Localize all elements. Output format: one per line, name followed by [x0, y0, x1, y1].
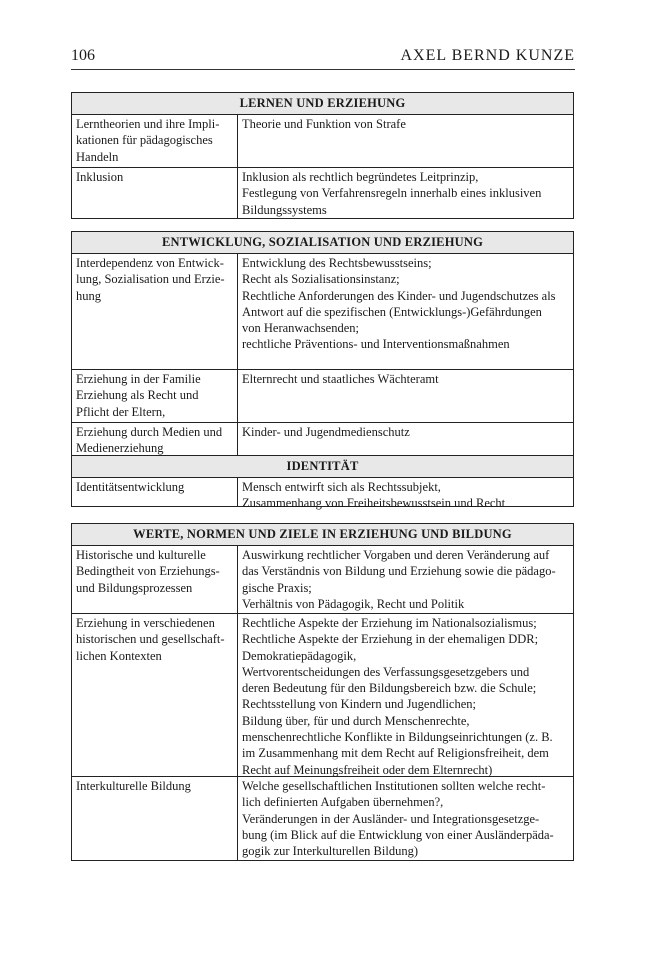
content-line: Festlegung von Verfahrensregeln innerhalb eines inklusiven	[242, 186, 542, 201]
topic-table	[71, 92, 574, 219]
page-number: 106	[71, 47, 95, 64]
row-topic: Lerntheorien und ihre Impli- kationen für pädagogisches Handeln	[72, 115, 238, 167]
content-line: Auswirkung rechtlicher Vorgaben und deren Veränderung auf	[242, 548, 550, 562]
content-line: Recht als Sozialisationsinstanz;	[242, 272, 400, 287]
topic-table	[71, 455, 574, 511]
content-line: Theorie und Funktion von Strafe	[242, 117, 406, 131]
row-topic: Identitätsentwicklung	[72, 478, 238, 506]
content-line: Antwort auf die spezifischen (Entwicklungs-)Gefährdungen	[242, 304, 542, 319]
table-row	[72, 422, 573, 458]
content-line: Bildung über, für und durch Menschenrechte,	[242, 713, 470, 728]
table-row	[72, 478, 573, 511]
content-line: menschenrechtliche Konflikte in Bildungseinrichtungen (z. B.	[242, 730, 553, 745]
table-row	[72, 369, 573, 422]
row-topic: Erziehung durch Medien und Medienerziehung	[72, 423, 238, 458]
table-row	[72, 167, 573, 218]
row-topic: Interdependenz von Entwick- lung, Sozialisation und Erzie- hung	[72, 254, 238, 369]
row-content	[238, 546, 573, 613]
content-line: Rechtliche Anforderungen des Kinder- und Jugendschutzes als	[242, 288, 556, 303]
content-line: Kinder- und Jugendmedienschutz	[242, 425, 410, 439]
table-row	[72, 254, 573, 369]
topic-table	[71, 231, 574, 459]
content-line: gische Praxis;	[242, 580, 312, 595]
content-line: Zusammenhang von Freiheitsbewusstsein und Recht	[242, 496, 506, 511]
content-line: Entwicklung des Rechtsbewusstseins;	[242, 256, 432, 270]
content-line: Recht auf Meinungsfreiheit oder dem Elternrecht)	[242, 762, 493, 777]
row-content	[238, 168, 573, 218]
content-line: das Verständnis von Bildung und Erziehung sowie die pädago-	[242, 564, 556, 579]
content-line: lich definierten Aufgaben übernehmen?,	[242, 795, 444, 810]
table-row	[72, 546, 573, 613]
running-head-author: AXEL BERND KUNZE	[400, 47, 575, 64]
content-line: Bildungssystems	[242, 202, 327, 217]
content-line: Wertvorentscheidungen des Verfassungsgesetzgebers und	[242, 664, 530, 679]
content-line: Welche gesellschaftlichen Institutionen sollten welche recht-	[242, 779, 546, 793]
table-row	[72, 776, 573, 860]
content-line: Demokratiepädagogik,	[242, 648, 357, 663]
row-topic: Erziehung in verschiedenen historischen und gesellschaft- lichen Kontexten	[72, 614, 238, 776]
content-line: Mensch entwirft sich als Rechtssubjekt,	[242, 480, 441, 494]
content-line: Elternrecht und staatliches Wächteramt	[242, 372, 439, 386]
content-line: im Zusammenhang mit dem Recht auf Religionsfreiheit, dem	[242, 746, 549, 761]
row-topic: Interkulturelle Bildung	[72, 777, 238, 860]
row-content	[238, 777, 573, 860]
content-line: Rechtliche Aspekte der Erziehung in der ehemaligen DDR;	[242, 632, 539, 647]
table-title: IDENTITÄT	[72, 456, 573, 478]
table-title: WERTE, NORMEN UND ZIELE IN ERZIEHUNG UND BILDUNG	[72, 524, 573, 546]
row-topic: Historische und kulturelle Bedingtheit von Erziehungs- und Bildungsprozessen	[72, 546, 238, 613]
content-line: rechtliche Präventions- und Interventionsmaßnahmen	[242, 337, 510, 352]
table-title: ENTWICKLUNG, SOZIALISATION UND ERZIEHUNG	[72, 232, 573, 254]
table-row	[72, 613, 573, 776]
content-line: von Heranwachsenden;	[242, 321, 359, 336]
table-title: LERNEN UND ERZIEHUNG	[72, 93, 573, 115]
row-content	[238, 370, 573, 422]
topic-table	[71, 523, 574, 861]
content-line: Veränderungen in der Ausländer- und Integrationsgesetzge-	[242, 811, 540, 826]
content-line: bung (im Blick auf die Entwicklung von einer Ausländerpäda-	[242, 827, 554, 842]
row-content	[238, 115, 573, 167]
content-line: Rechtliche Aspekte der Erziehung im Nationalsozialismus;	[242, 616, 537, 630]
table-row	[72, 115, 573, 167]
content-line: gogik zur Interkulturellen Bildung)	[242, 844, 419, 859]
row-content	[238, 254, 573, 369]
content-line: Verhältnis von Pädagogik, Recht und Politik	[242, 596, 465, 611]
row-content	[238, 478, 573, 511]
row-topic: Erziehung in der Familie Erziehung als Recht und Pflicht der Eltern,	[72, 370, 238, 422]
content-line: deren Bedeutung für den Bildungsbereich bzw. die Schule;	[242, 681, 537, 696]
row-content	[238, 423, 573, 458]
content-line: Rechtsstellung von Kindern und Jugendlichen;	[242, 697, 476, 712]
content-line: Inklusion als rechtlich begründetes Leitprinzip,	[242, 170, 479, 184]
row-content	[238, 614, 573, 776]
page-header	[71, 47, 575, 70]
row-topic: Inklusion	[72, 168, 238, 218]
